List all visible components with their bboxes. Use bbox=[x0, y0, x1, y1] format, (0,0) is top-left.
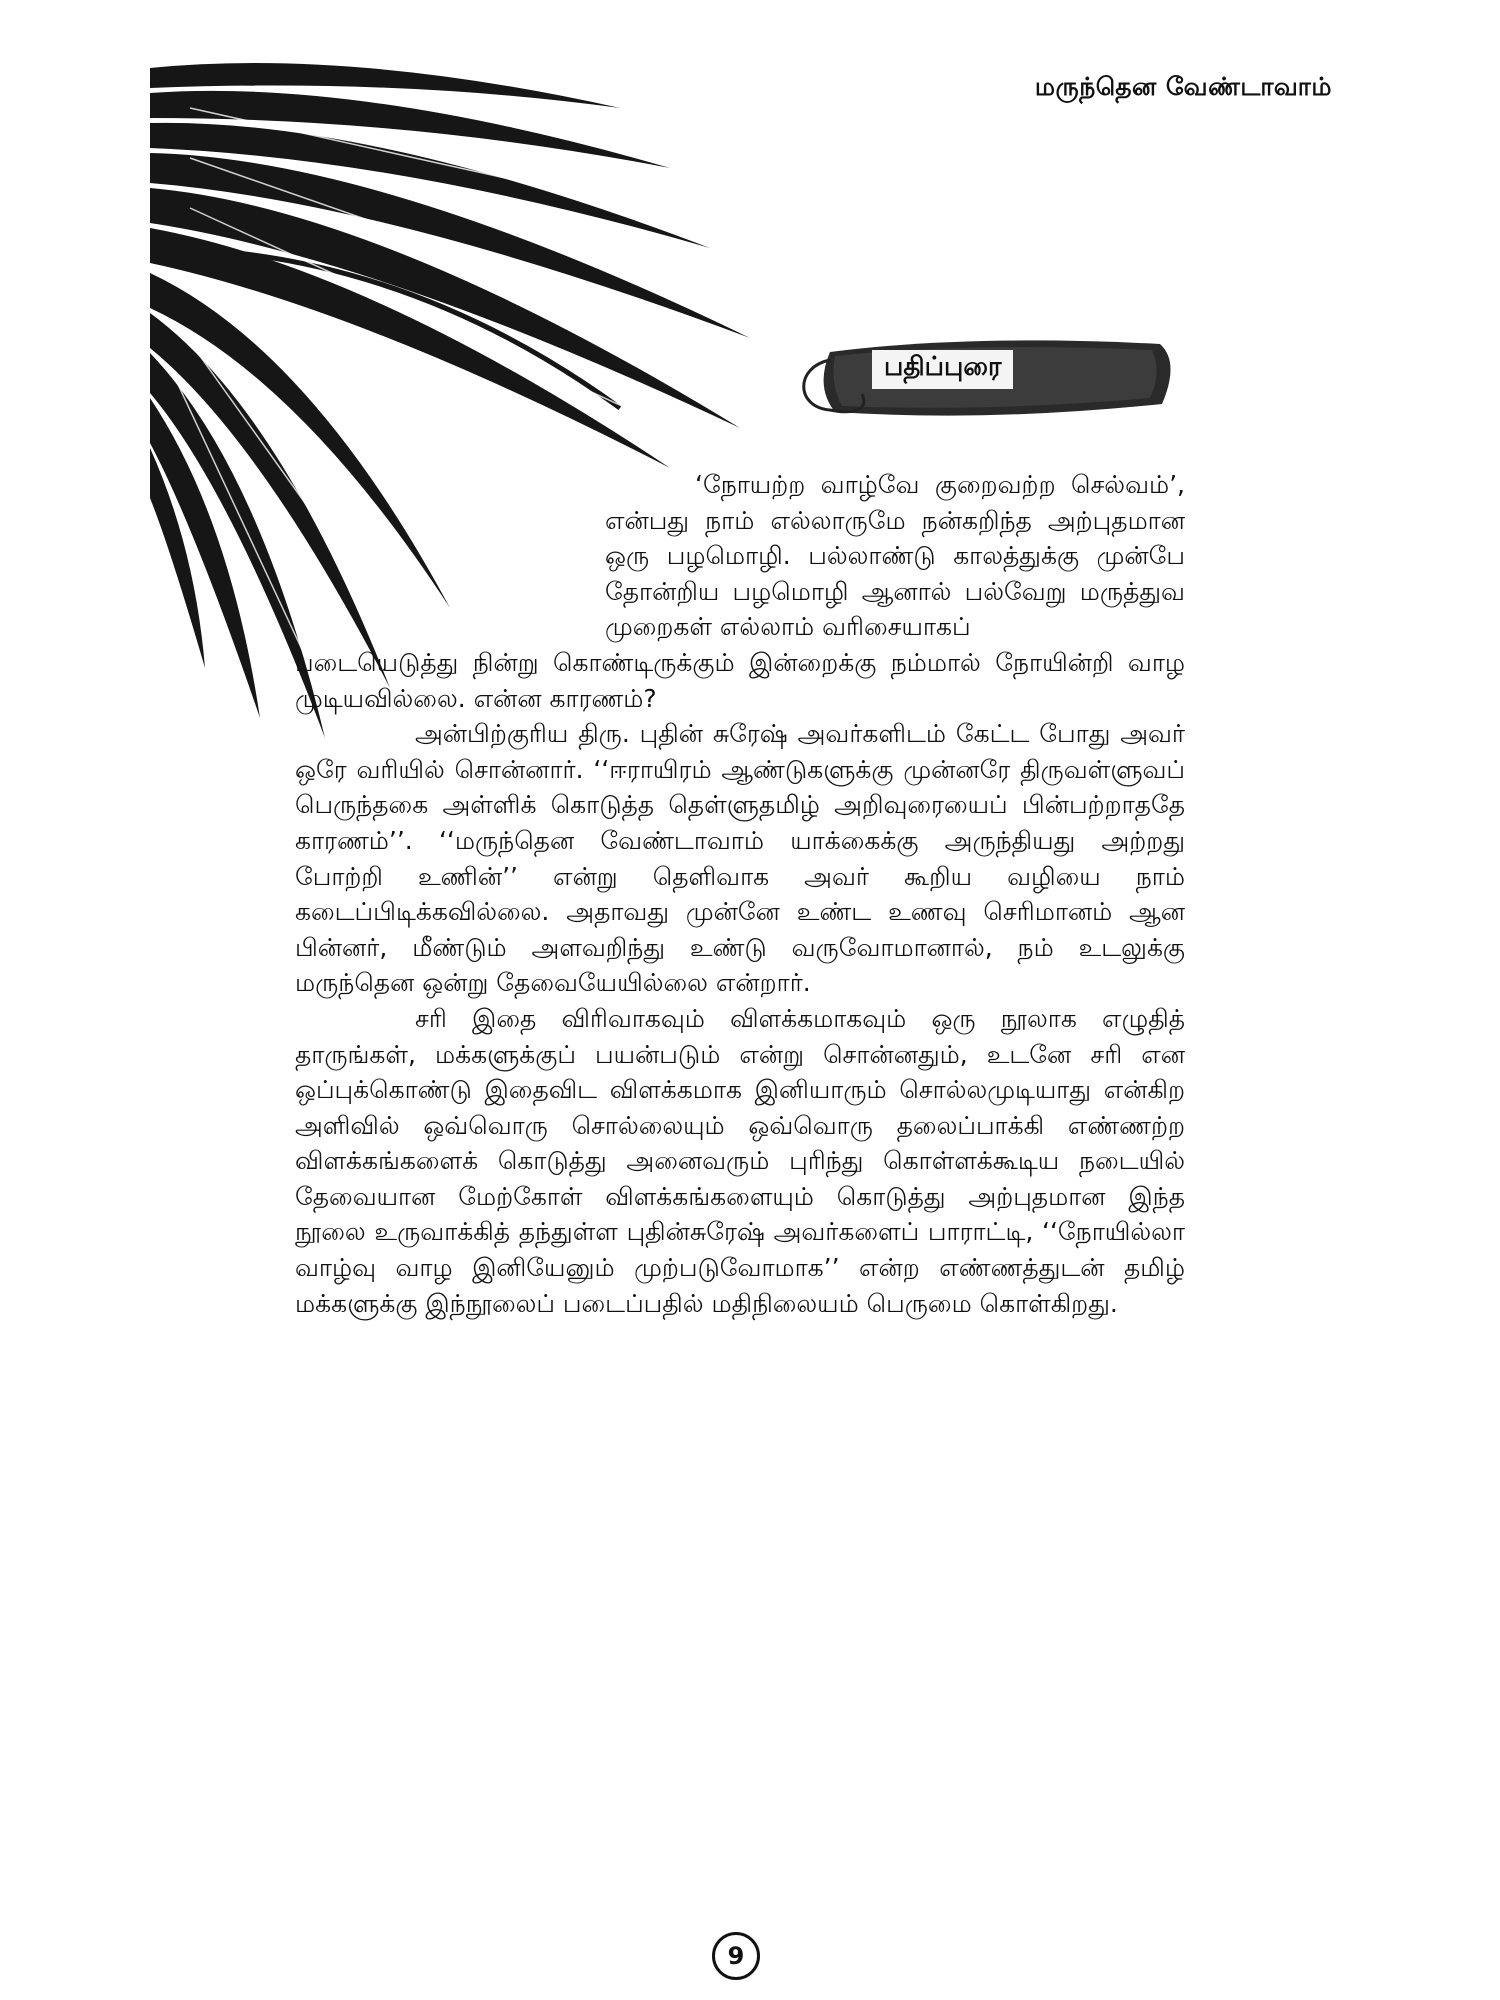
section-heading: பதிப்புரை bbox=[872, 350, 1013, 389]
intro-paragraph-narrow: ‘நோயற்ற வாழ்வே குறைவற்ற செல்வம்’, என்பது நாம் எல்லாருமே நன்கறிந்த அற்புதமான ஒரு பழமொழி. பல்லாண்டு காலத்துக்கு முன்பே தோன்றிய பழமொழி ஆனால் பல்வேறு மருத்துவ முறைகள் எல்லாம் வரிசையாகப் bbox=[605, 470, 1185, 642]
page-number: 9 bbox=[712, 1932, 760, 1980]
intro-paragraph-wide: படையெடுத்து நின்று கொண்டிருக்கும் இன்றைக்கு நம்மால் நோயின்றி வாழ முடியவில்லை. என்ன காரணம்? bbox=[295, 647, 1185, 713]
section-heading-banner bbox=[790, 332, 1180, 432]
paragraph: சரி இதை விரிவாகவும் விளக்கமாகவும் ஒரு நூலாக எழுதித் தாருங்கள், மக்களுக்குப் பயன்படும் என்று சொன்னதும், உடனே சரி என ஒப்புக்கொண்டு இதைவிட விளக்கமாக இனியாரும் சொல்லமுடியாது என்கிற அளிவில் ஒவ்வொரு சொல்லையும் ஒவ்வொரு தலைப்பாக்கி எண்ணற்ற விளக்கங்களைக் கொடுத்து அனைவரும் புரிந்து கொள்ளக்கூடிய நடையில் தேவையான மேற்கோள் விளக்கங்களையும் கொடுத்து அற்புதமான இந்த நூலை உருவாக்கித் தந்துள்ள புதின்சுரேஷ் அவர்களைப் பாராட்டி, ‘‘நோயில்லா வாழ்வு வாழ இனியேனும் முற்படுவோமாக’’ என்ற எண்ணத்துடன் தமிழ் மக்களுக்கு இந்நூலைப் படைப்பதில் மதிநிலையம் பெருமை கொள்கிறது. bbox=[295, 1003, 1185, 1318]
paragraph: அன்பிற்குரிய திரு. புதின் சுரேஷ் அவர்களிடம் கேட்ட போது அவர் ஒரே வரியில் சொன்னார். ‘‘ஈராயிரம் ஆண்டுகளுக்கு முன்னரே திருவள்ளுவப் பெருந்தகை அள்ளிக் கொடுத்த தெள்ளுதமிழ் அறிவுரையைப் பின்பற்றாததே காரணம்’’. ‘‘மருந்தென வேண்டாவாம் யாக்கைக்கு அருந்தியது அற்றது போற்றி உணின்’’ என்று தெளிவாக அவர் கூறிய வழியை நாம் கடைப்பிடிக்கவில்லை. அதாவது முன்னே உண்ட உணவு செரிமானம் ஆன பின்னர், மீண்டும் அளவறிந்து உண்டு வருவோமானால், நம் உடலுக்கு மருந்தென ஒன்று தேவையேயில்லை என்றார். bbox=[295, 719, 1185, 998]
running-head: மருந்தென வேண்டாவாம் bbox=[1034, 72, 1332, 101]
body-text bbox=[295, 467, 1185, 1321]
intro-paragraph bbox=[295, 467, 1185, 716]
